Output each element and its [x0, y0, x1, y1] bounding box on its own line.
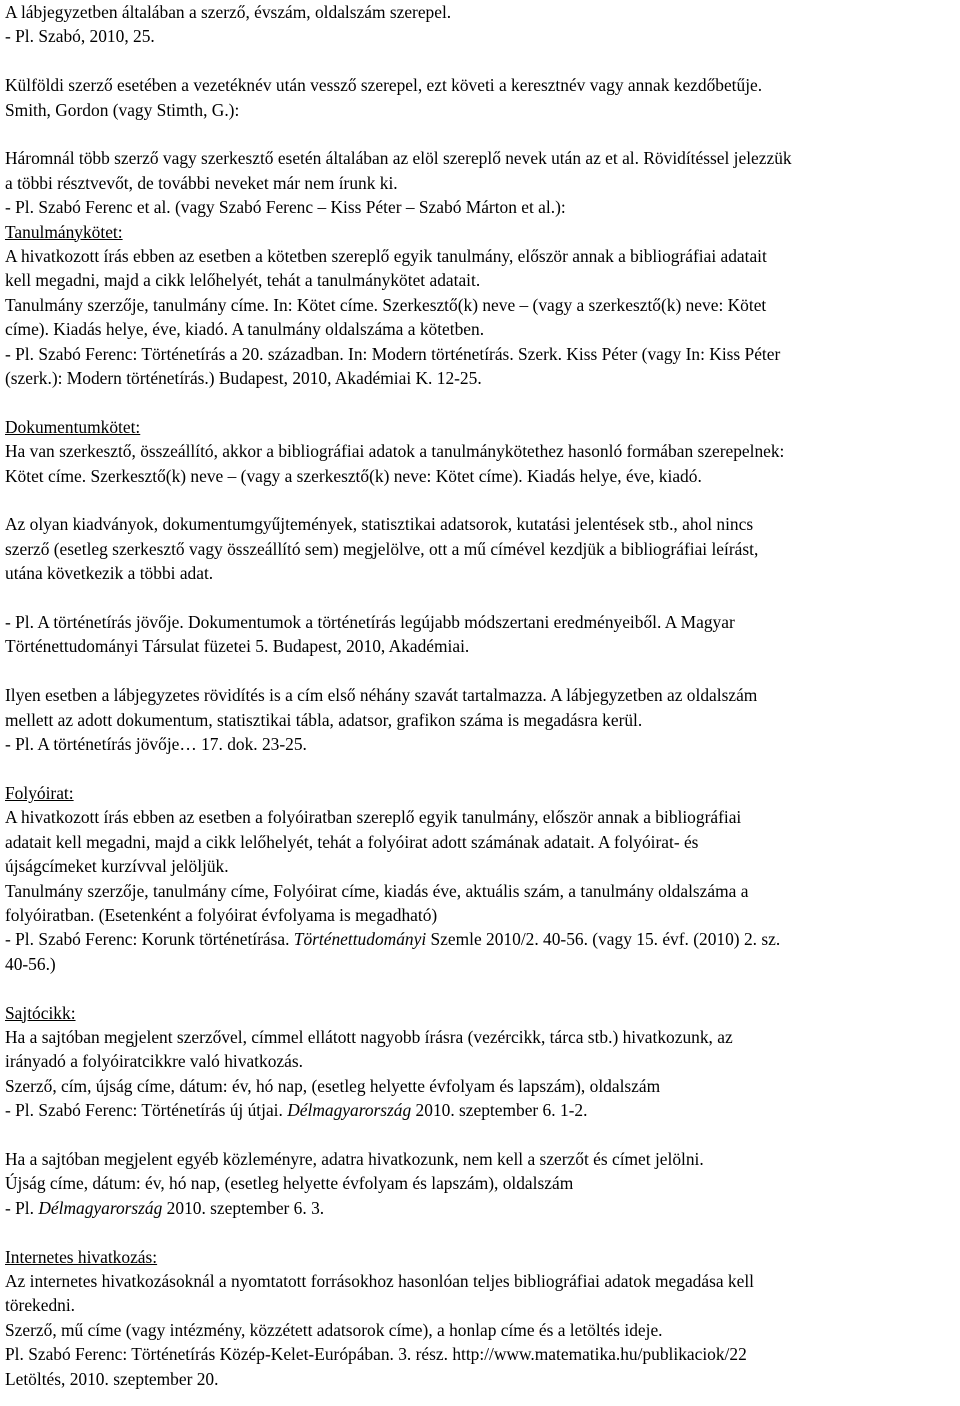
paragraph-line: adatait kell megadni, majd a cikk lelőhelyét, tehát a folyóirat adott számának adatait. A folyóirat- és	[5, 831, 699, 852]
example-text: - Pl. Szabó Ferenc: Korunk történetírása.	[5, 929, 294, 950]
paragraph-line: kell megadni, majd a cikk lelőhelyét, tehát a tanulmánykötet adatait.	[5, 270, 481, 291]
paragraph-line: folyóiratban. (Esetenként a folyóirat évfolyama is megadható)	[5, 904, 438, 925]
paragraph-line: irányadó a folyóiratcikkre való hivatkozás.	[5, 1051, 303, 1072]
section-heading-folyoirat: Folyóirat:	[5, 782, 74, 803]
example-line: Letöltés, 2010. szeptember 20.	[5, 1368, 219, 1389]
paragraph-line: törekedni.	[5, 1295, 76, 1316]
section-heading-tanulmanykotet: Tanulmánykötet:	[5, 221, 123, 242]
foreign-author-line: Külföldi szerző esetében a vezetéknév után vessző szerepel, ezt követi a keresztnév vagy annak kezdőbetűje.	[5, 75, 763, 96]
example-text: 2010. szeptember 6. 3.	[162, 1197, 325, 1218]
paragraph-line: Kötet címe. Szerkesztő(k) neve – (vagy a szerkesztő(k) neve: Kötet címe). Kiadás helye, éve, kiadó.	[5, 465, 702, 486]
paragraph-line: Ha van szerkesztő, összeállító, akkor a bibliográfiai adatok a tanulmánykötethez hasonló formában szerepelnek:	[5, 441, 785, 462]
example-line: - Pl. A történetírás jövője. Dokumentumok a történetírás legújabb módszertani eredményeiből. A Magyar	[5, 612, 735, 633]
intro-example: - Pl. Szabó, 2010, 25.	[5, 26, 155, 47]
example-line	[5, 927, 952, 951]
paragraph-line: Ha a sajtóban megjelent egyéb közleményre, adatra hivatkozunk, nem kell a szerzőt és címet jelölni.	[5, 1148, 704, 1169]
paragraph-line: címe). Kiadás helye, éve, kiadó. A tanulmány oldalszáma a kötetben.	[5, 319, 485, 340]
paragraph-line: szerző (esetleg szerkesztő vagy összeállító sem) megjelölve, ott a mű címével kezdjük a bibliográfiai leírást,	[5, 538, 759, 559]
example-text: Szemle 2010/2. 40-56. (vagy 15. évf. (2010) 2. sz.	[426, 929, 781, 950]
paragraph-line: A hivatkozott írás ebben az esetben a kötetben szereplő egyik tanulmány, először annak a bibliográfiai adatait	[5, 246, 767, 267]
newspaper-title-italic: Délmagyarország	[287, 1100, 412, 1121]
example-line: (szerk.): Modern történetírás.) Budapest, 2010, Akadémiai K. 12-25.	[5, 368, 482, 389]
multi-author-line: a többi résztvevőt, de további neveket már nem írunk ki.	[5, 172, 398, 193]
paragraph-line: Újság címe, dátum: év, hó nap, (esetleg helyette évfolyam és lapszám), oldalszám	[5, 1173, 574, 1194]
paragraph-line: Az olyan kiadványok, dokumentumgyűjtemények, statisztikai adatsorok, kutatási jelentések stb., ahol nincs	[5, 514, 754, 535]
example-line: 40-56.)	[5, 953, 56, 974]
paragraph-line: Tanulmány szerzője, tanulmány címe. In: Kötet címe. Szerkesztő(k) neve – (vagy a szerkesztő(k) neve: Kötet	[5, 294, 767, 315]
paragraph-line: Szerző, mű címe (vagy intézmény, közzétett adatsorok címe), a honlap címe és a letöltés ideje.	[5, 1319, 663, 1340]
newspaper-title-italic: Délmagyarország	[38, 1197, 163, 1218]
paragraph-line: Az internetes hivatkozásoknál a nyomtatott forrásokhoz hasonlóan teljes bibliográfiai adatok megadása kell	[5, 1270, 755, 1291]
journal-title-italic: Történettudományi	[293, 929, 427, 950]
paragraph-line: újságcímeket kurzívval jelöljük.	[5, 856, 229, 877]
example-line: Történettudományi Társulat füzetei 5. Budapest, 2010, Akadémiai.	[5, 636, 470, 657]
example-line: Pl. Szabó Ferenc: Történetírás Közép-Kelet-Európában. 3. rész. http://www.matematika.hu/publikaciok/22	[5, 1344, 747, 1365]
example-text: 2010. szeptember 6. 1-2.	[411, 1100, 588, 1121]
section-heading-dokumentumkotet: Dokumentumkötet:	[5, 416, 141, 437]
example-text: - Pl. Szabó Ferenc: Történetírás új útjai.	[5, 1100, 288, 1121]
example-line	[5, 1196, 952, 1220]
multi-author-example: - Pl. Szabó Ferenc et al. (vagy Szabó Ferenc – Kiss Péter – Szabó Márton et al.):	[5, 197, 566, 218]
intro-line: A lábjegyzetben általában a szerző, évszám, oldalszám szerepel.	[5, 2, 452, 22]
paragraph-line: A hivatkozott írás ebben az esetben a folyóiratban szereplő egyik tanulmány, először annak a bibliográfiai	[5, 807, 742, 828]
example-line: - Pl. A történetírás jövője… 17. dok. 23-25.	[5, 734, 307, 755]
foreign-author-example: Smith, Gordon (vagy Stimth, G.):	[5, 99, 240, 120]
paragraph-line: Ha a sajtóban megjelent szerzővel, címmel ellátott nagyobb írásra (vezércikk, tárca stb.) hivatkozunk, az	[5, 1026, 733, 1047]
paragraph-line: Ilyen esetben a lábjegyzetes rövidítés is a cím első néhány szavát tartalmazza. A lábjegyzetben az oldalszám	[5, 685, 758, 706]
example-line	[5, 1098, 952, 1122]
multi-author-line: Háromnál több szerző vagy szerkesztő esetén általában az elöl szereplő nevek után az et al. Rövidítéssel jelezzük	[5, 148, 792, 169]
paragraph-line: Tanulmány szerzője, tanulmány címe, Folyóirat címe, kiadás éve, aktuális szám, a tanulmány oldalszáma a	[5, 880, 749, 901]
example-line: - Pl. Szabó Ferenc: Történetírás a 20. században. In: Modern történetírás. Szerk. Kiss Péter (vagy In: Kiss Péter	[5, 343, 781, 364]
example-text: - Pl.	[5, 1197, 39, 1218]
paragraph-line: utána következik a többi adat.	[5, 563, 214, 584]
paragraph-line: mellett az adott dokumentum, statisztikai tábla, adatsor, grafikon száma is megadásra kerül.	[5, 709, 643, 730]
section-heading-internet: Internetes hivatkozás:	[5, 1246, 158, 1267]
paragraph-line: Szerző, cím, újság címe, dátum: év, hó nap, (esetleg helyette évfolyam és lapszám), oldalszám	[5, 1075, 661, 1096]
section-heading-sajtocikk: Sajtócikk:	[5, 1002, 76, 1023]
